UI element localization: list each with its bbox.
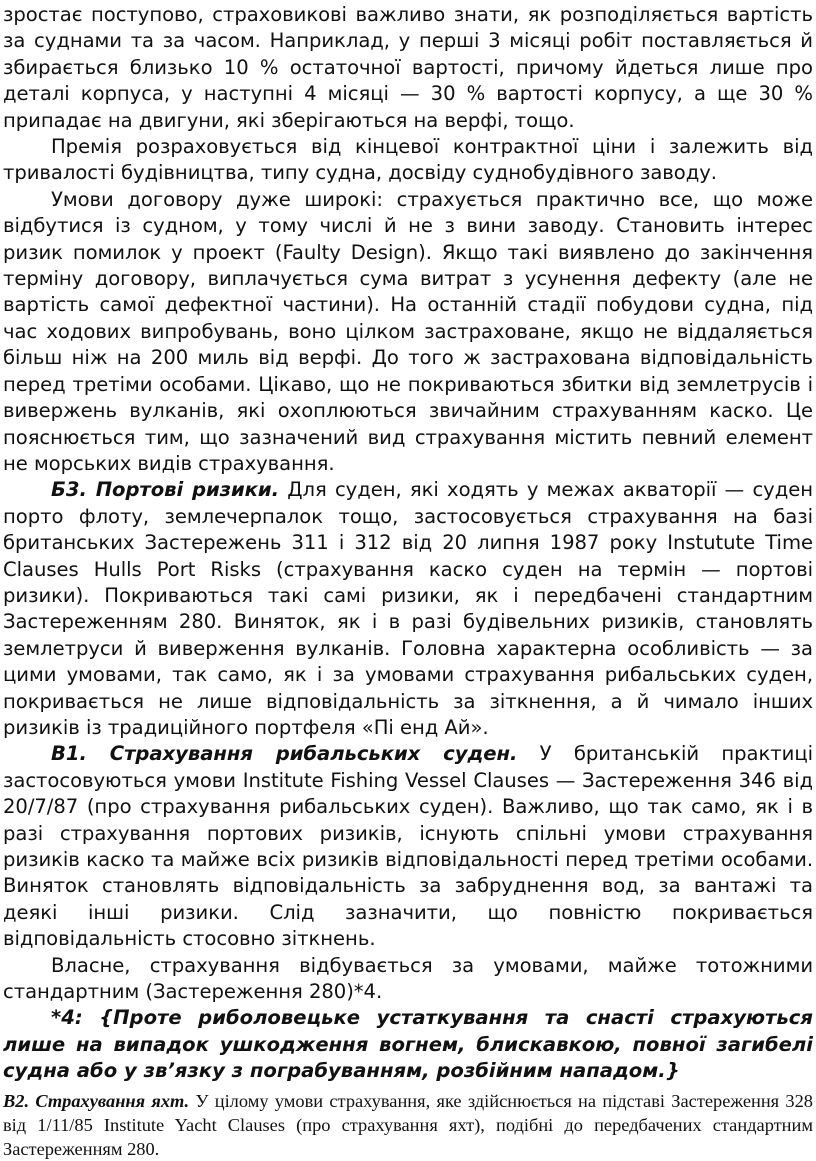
paragraph-cost-distribution: зростає поступово, страховикові важливо знати, як розподіляється вартість за суднами та за часом. Наприклад, у перші 3 місяці робіт поставляється й збирається близько 10 % остаточної вартості, причому йдеться лише про деталі корпуса, у наступні 4 місяці — 30 % вартості корпусу, а ще 30 % припадає на двигуни, які зберігаються на верфі, тощо. — [3, 3, 813, 132]
paragraph-port-risks-text: Для суден, які ходять у межах акваторії — суден порто флоту, землечерпалок тощо, застосовується страхування на базі британських Застережень 311 і 312 від 20 липня 1987 року Instutute Time Clauses Hulls Port Risks (страхування каско суден на термін — портові ризики). Покриваються такі самі ризики, як і передбачені стандартним Застереженням 280. Виняток, як і в разі будівельних ризиків, становлять землетруси й виверження вулканів. Головна характерна особливість — за цими умовами, так само, як і за умовами страхування рибальських суден, покривається не лише відповідальність за зіткнення, а й чимало інших ризиків із традиційного портфеля «Пі енд Ай». — [3, 478, 813, 739]
paragraph-yachts-text: У цілому умови страхування, яке здійснюється на підставі Застереження 328 від 1/11/85 Institute Yacht Clauses (про страхування яхт), подібні до передбачених стандартним Застереженням 280. — [3, 1090, 813, 1159]
section-heading-yachts: В2. Страхування яхт. — [3, 1090, 190, 1111]
section-heading-port-risks: Б3. Портові ризики. — [51, 478, 279, 502]
paragraph-premium: Премія розраховується від кінцевої контрактної ціни і залежить від тривалості будівництва, типу судна, досвіду суднобудівного заводу. — [3, 135, 813, 185]
footnote: *4: {Проте риболовецьке устаткування та снасті страхуються лише на випадок ушкодження вогнем, блискавкою, повної загибелі судна або у зв’язку з пограбуванням, розбійним нападом.} — [3, 1006, 813, 1083]
paragraph-standard-terms: Власне, страхування відбувається за умовами, майже тотожними стандартним (Застереження 280)*4. — [3, 953, 813, 1004]
paragraph-fishing-vessels-text: У британській практиці застосовуються умови Institute Fishing Vessel Clauses — Застереження 346 від 20/7/87 (про страхування рибальських суден). Важливо, що так само, як і в разі страхування портових ризиків, існують спільні умови страхування ризиків каско та майже всіх ризиків відповідальності перед третіми особами. Виняток становлять відповідальність за забруднення вод, за вантажі та деякі інші ризики. Слід зазначити, що повністю покривається відповідальність стосовно зіткнень. — [3, 742, 813, 951]
paragraph-port-risks — [3, 477, 813, 741]
paragraph-fishing-vessels — [3, 741, 813, 952]
section-heading-fishing-vessels: В1. Страхування рибальських суден. — [51, 742, 518, 766]
paragraph-contract-terms: Умови договору дуже широкі: страхується практично все, що може відбутися із судном, у тому числі й не з вини заводу. Становить інтерес ризик помилок у проект (Faulty Design). Якщо такі виявлено до закінчення терміну договору, виплачується сума витрат з усунення дефекту (але не вартість самої дефектної частини). На останній стадії побудови судна, під час ходових випробувань, воно цілком застраховане, якщо не віддаляється більш ніж на 200 миль від верфі. До того ж застрахована відповідальність перед третіми особами. Цікаво, що не покриваються збитки від землетрусів і вивержень вулканів, які охоплюються звичайним страхуванням каско. Це пояснюється тим, що зазначений вид страхування містить певний елемент не морських видів страхування. — [3, 187, 813, 475]
paragraph-yachts — [3, 1089, 813, 1161]
